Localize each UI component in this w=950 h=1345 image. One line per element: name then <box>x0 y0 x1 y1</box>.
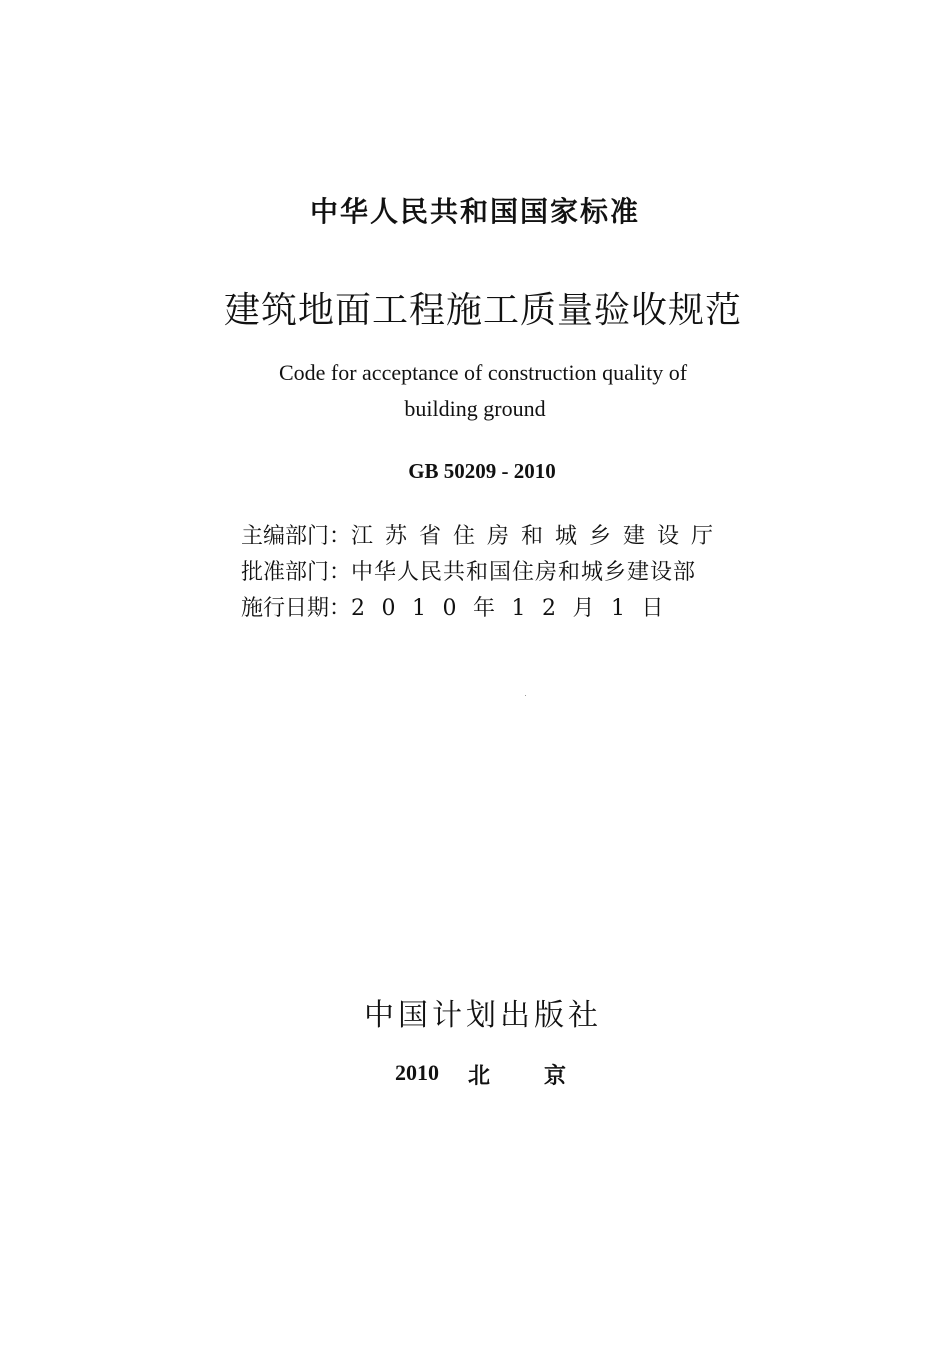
scan-speck <box>525 695 526 696</box>
editor-value: 江苏省住房和城乡建设厅 <box>351 524 726 549</box>
title-english-line2: building ground <box>404 396 546 421</box>
editor-row <box>241 519 731 550</box>
effective-date-label: 施行日期： <box>241 596 352 621</box>
approver-value: 中华人民共和国住房和城乡建设部 <box>351 560 697 585</box>
publication-city: 北京 <box>468 1064 621 1089</box>
effective-date-value: 2010年12月1日 <box>351 596 680 621</box>
editor-label: 主编部门： <box>241 524 352 549</box>
series-title: 中华人民共和国国家标准 <box>309 195 640 228</box>
publisher-name: 中国计划出版社 <box>364 998 602 1033</box>
approver-label: 批准部门： <box>241 560 352 585</box>
title-chinese: 建筑地面工程施工质量验收规范 <box>223 290 742 331</box>
publication-year: 2010 <box>395 1060 439 1085</box>
standard-code: GB 50209 - 2010 <box>408 459 556 483</box>
approver-row <box>241 555 731 586</box>
effective-date-row <box>241 591 731 622</box>
title-english-line1: Code for acceptance of construction quality of <box>278 360 688 385</box>
